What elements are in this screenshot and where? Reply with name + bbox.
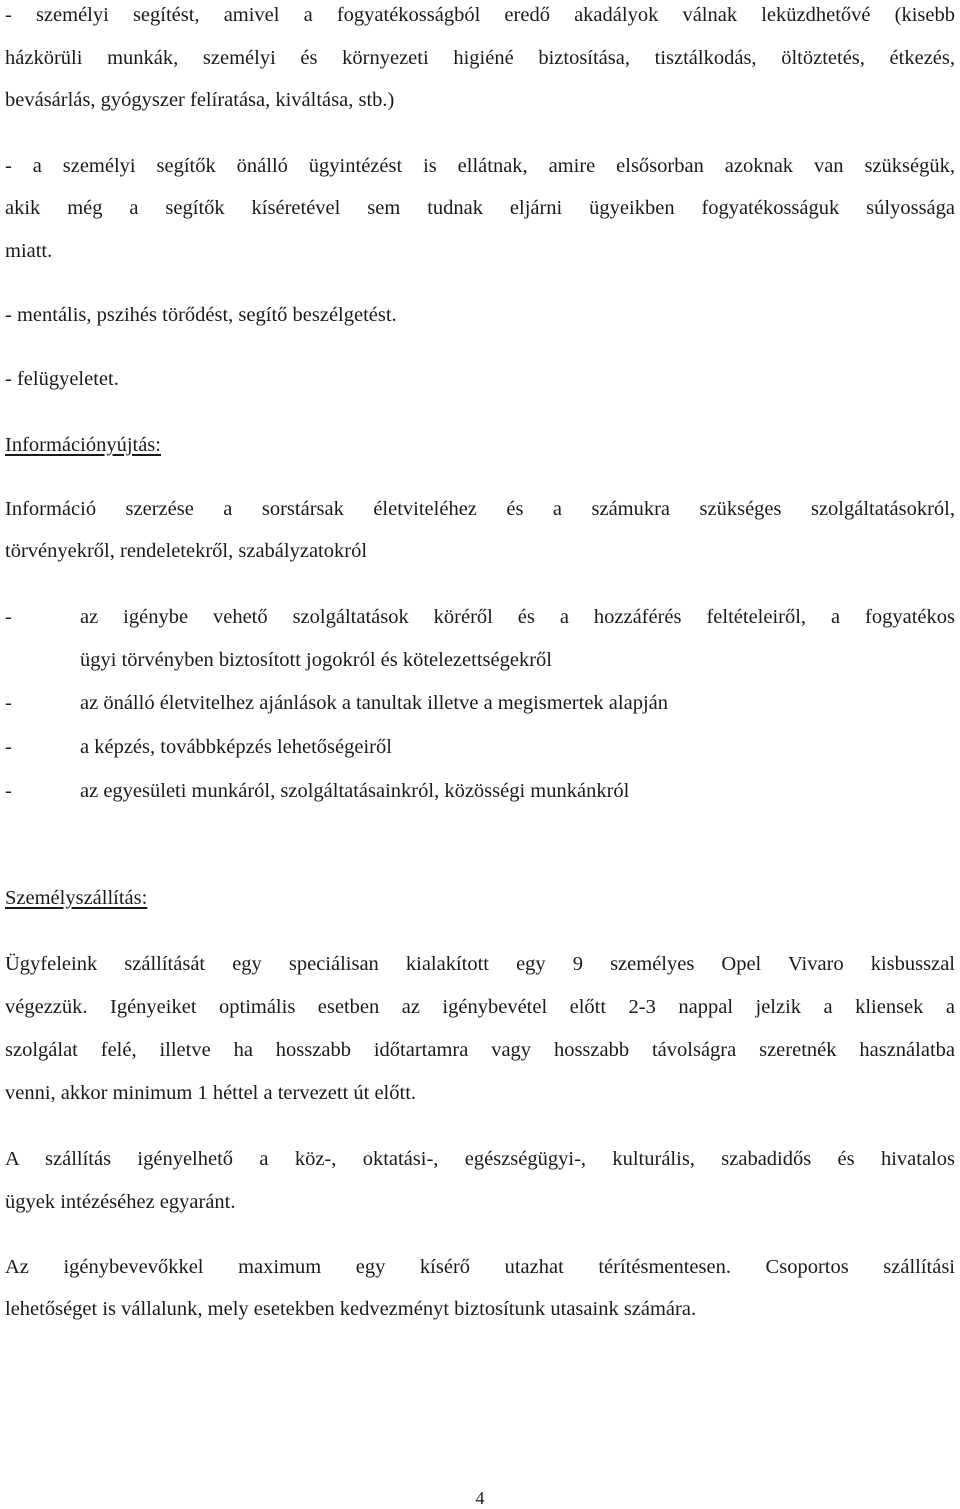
bullet-1-line-2: ügyi törvényben biztosított jogokról és kötelezettségekről [80,649,552,671]
transport-p1-line-3: szolgálat felé, illetve ha hosszabb időtartamra vagy hosszabb távolságra szeretnék használatba [5,1039,955,1061]
transport-p3-line-2: lehetőséget is vállalunk, mely esetekben kedvezményt biztosítunk utasaink számára. [5,1298,697,1320]
admin-line-2: akik még a segítők kíséretével sem tudnak eljárni ügyeikben fogyatékosságuk súlyossága [5,197,955,219]
transport-p2-line-1: A szállítás igényelhető a köz-, oktatási-, egészségügyi-, kulturális, szabadidős és hivatalos [5,1148,955,1170]
bullet-dash: - [5,606,12,628]
bullet-1-line-1: az igénybe vehető szolgáltatások köréről és a hozzáférés feltételeiről, a fogyatékos [80,606,955,628]
supervision-line: - felügyeletet. [5,368,119,390]
transport-heading: Személyszállítás: [5,887,148,909]
bullet-dash: - [5,780,12,802]
information-paragraph-line-2: törvényekről, rendeletekről, szabályzatokról [5,540,368,562]
bullet-2: az önálló életvitelhez ajánlások a tanultak illetve a megismertek alapján [80,692,668,714]
transport-p2-line-2: ügyek intézéséhez egyaránt. [5,1191,236,1213]
admin-line-3: miatt. [5,240,53,262]
bullet-dash: - [5,736,12,758]
bullet-dash: - [5,692,12,714]
bullet-3: a képzés, továbbképzés lehetőségeiről [80,736,392,758]
transport-p1-line-2: végezzük. Igényeiket optimális esetben az igénybevétel előtt 2-3 nappal jelzik a kliensek a [5,996,955,1018]
intro-line-3: bevásárlás, gyógyszer felíratása, kiváltása, stb.) [5,89,395,111]
transport-p1-line-4: venni, akkor minimum 1 héttel a tervezett út előtt. [5,1082,417,1104]
intro-line-1: - személyi segítést, amivel a fogyatékosságból eredő akadályok válnak leküzdhetővé (kisebb [5,4,955,26]
page-number: 4 [475,1488,485,1508]
intro-line-2: házkörüli munkák, személyi és környezeti higiéné biztosítása, tisztálkodás, öltöztetés, étkezés, [5,47,955,69]
mental-care-line: - mentális, pszihés törődést, segítő beszélgetést. [5,304,397,326]
information-heading: Információnyújtás: [5,434,161,456]
admin-line-1: - a személyi segítők önálló ügyintézést is ellátnak, amire elsősorban azoknak van szükségük, [5,155,955,177]
transport-p3-line-1: Az igénybevevőkkel maximum egy kísérő utazhat térítésmentesen. Csoportos szállítási [5,1256,955,1278]
information-paragraph-line-1: Információ szerzése a sorstársak életviteléhez és a számukra szükséges szolgáltatásokról, [5,498,955,520]
transport-p1-line-1: Ügyfeleink szállítását egy speciálisan kialakított egy 9 személyes Opel Vivaro kisbusszal [5,953,955,975]
bullet-4: az egyesületi munkáról, szolgáltatásainkról, közösségi munkánkról [80,780,630,802]
